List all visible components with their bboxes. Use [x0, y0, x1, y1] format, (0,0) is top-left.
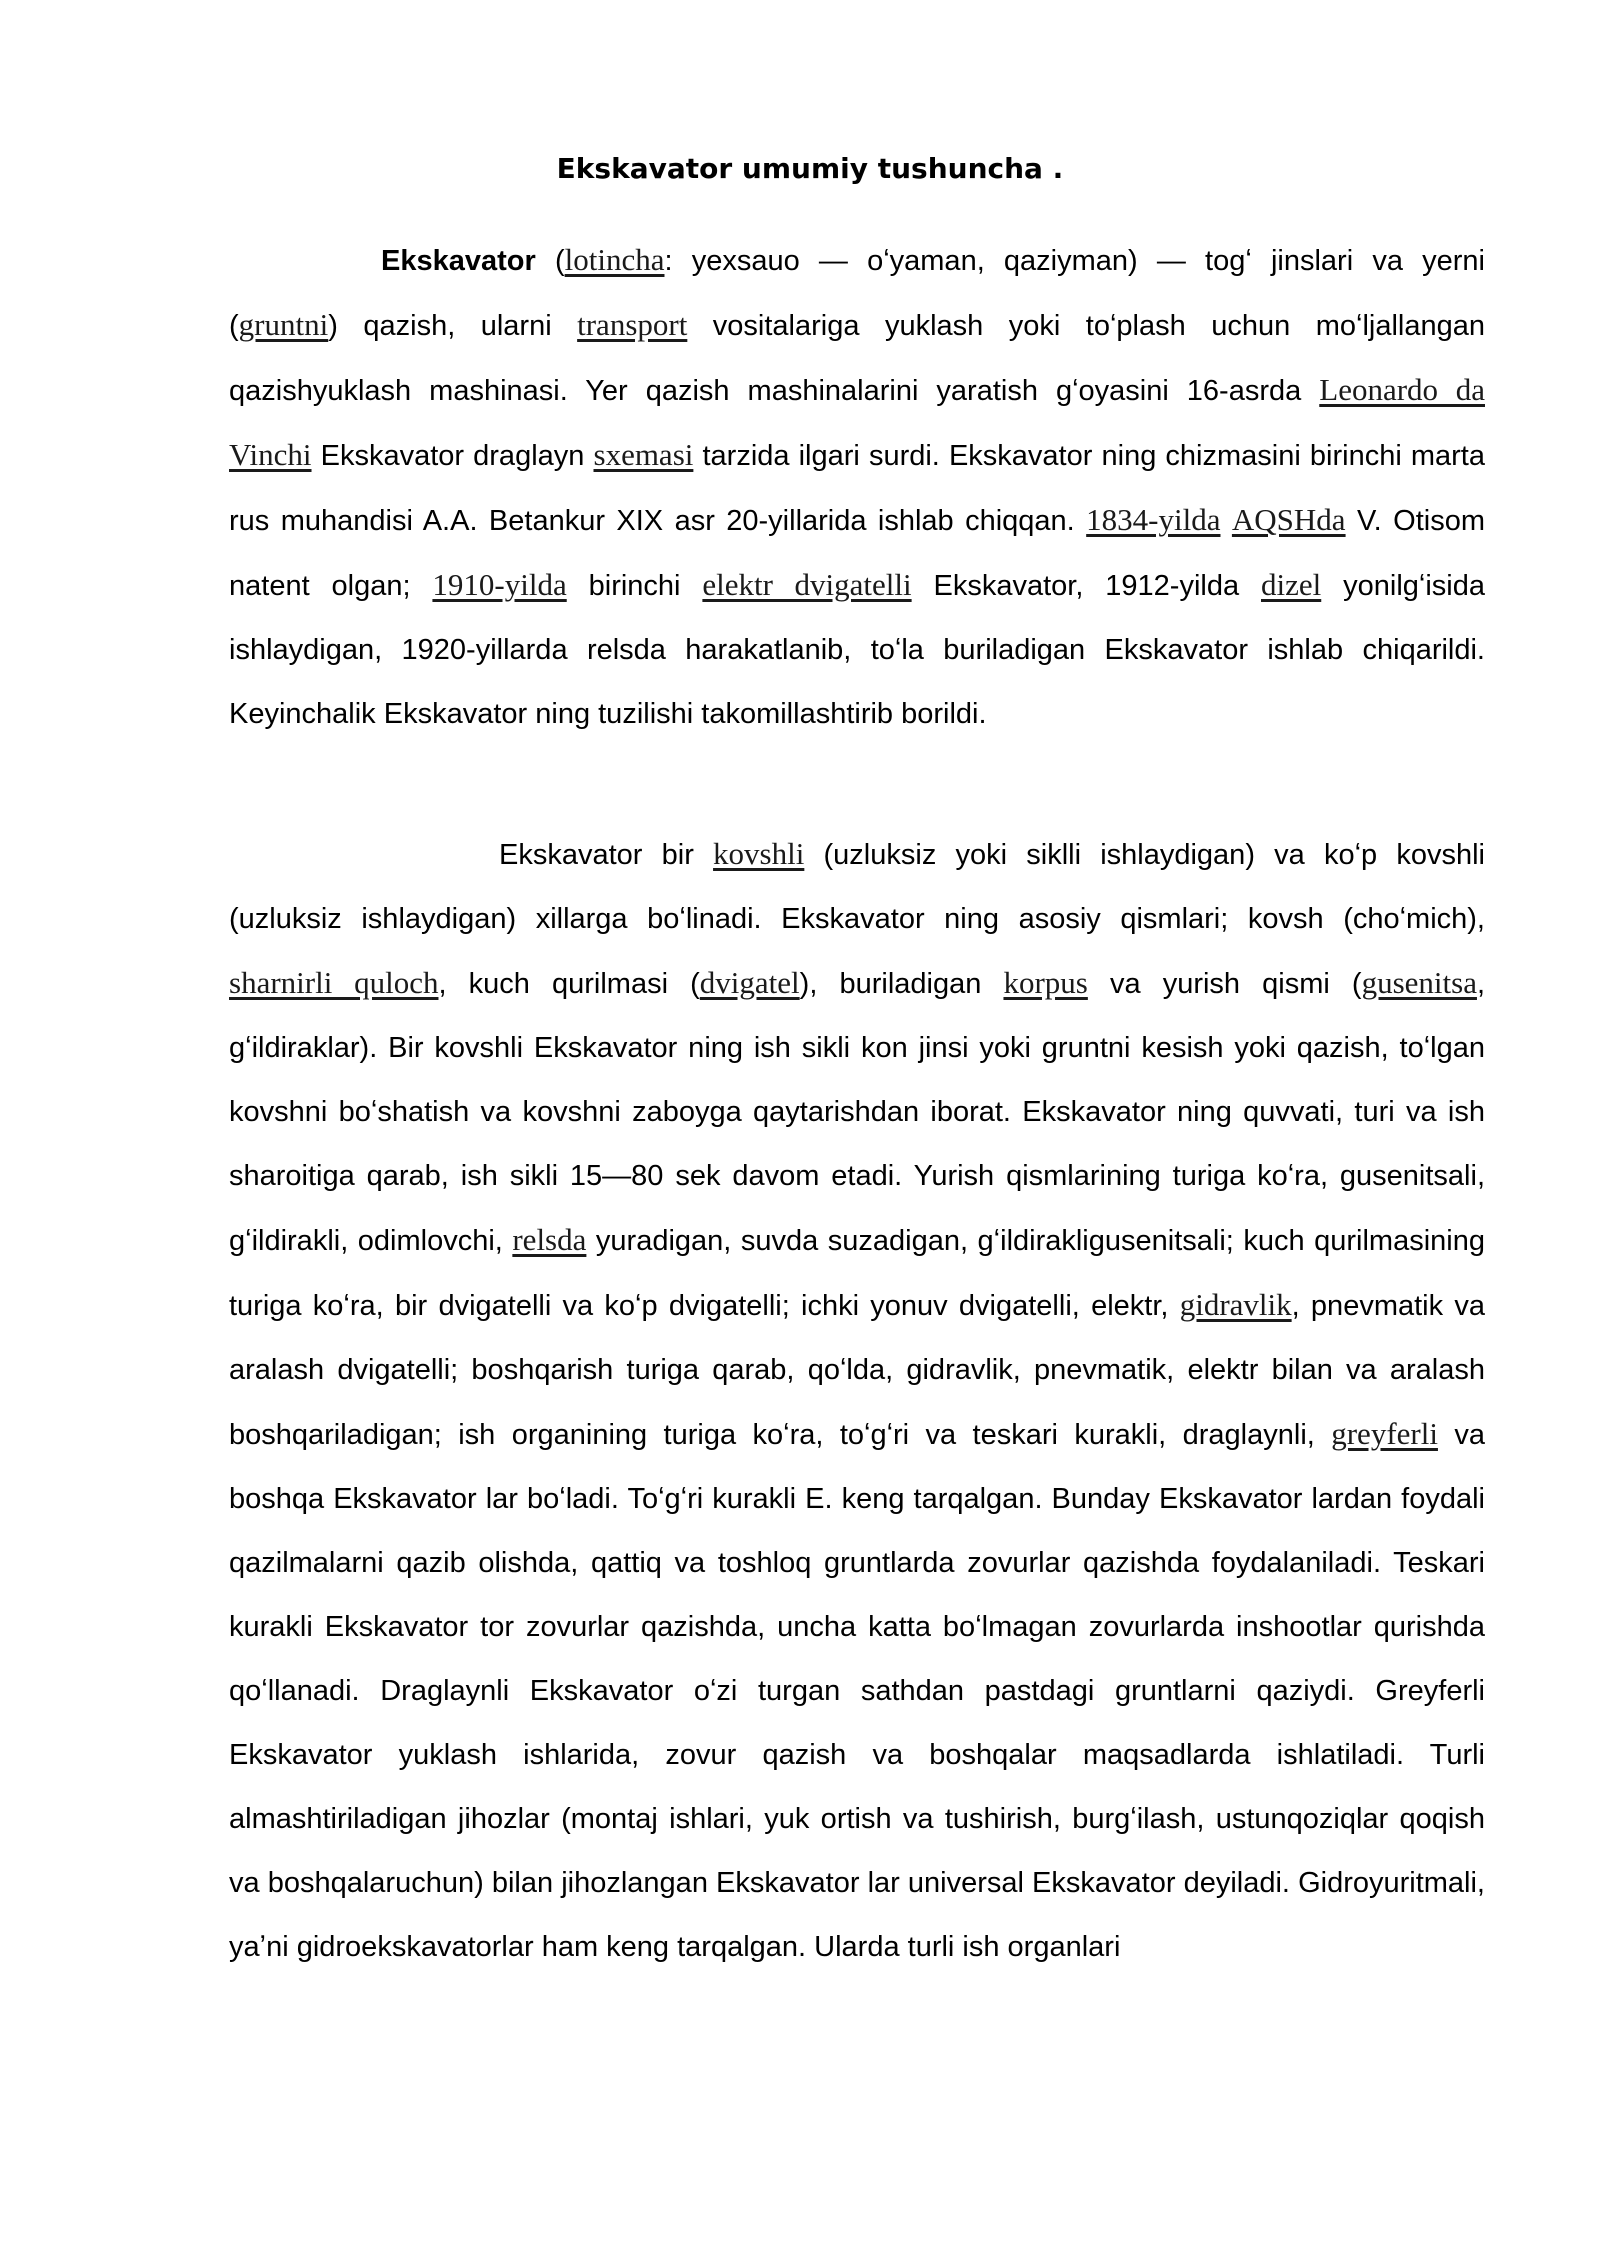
- text-run: ), buriladigan: [799, 968, 1004, 1000]
- text-run: va boshqa Ekskavator lar boʻladi. Toʻgʻri kurakli E. keng tarqalgan. Bunday Ekskavator lardan foydali qazilmalarni qazib olishda, qattiq va toshloq gruntlarda zovurlar qazishda foydalaniladi. Teskari kurakli Ekskavator tor zovurlar qazishda, uncha katta boʻlmagan zovurlarda inshootlar qurishda qoʻllanadi. Draglaynli Ekskavator oʻzi turgan sathdan pastdagi gruntlarni qaziydi. Greyferli Ekskavator yuklash ishlarida, zovur qazish va boshqalar maqsadlarda ishlatiladi. Turli almashtiriladigan jihozlar (montaj ishlari, yuk ortish va tushirish, burgʻilash, ustunqoziqlar qoqish va boshqalaruchun) bilan jihozlangan Ekskavator lar universal Ekskavator deyiladi. Gidroyuritmali, yaʼni gidroekskavatorlar ham keng tarqalgan. Ularda turli ish organlari: [229, 1419, 1485, 1963]
- link-gidravlik[interactable]: gidravlik: [1179, 1287, 1292, 1322]
- text-run: Ekskavator, 1912-yilda: [911, 570, 1261, 602]
- text-run: (uzluksiz yoki siklli ishlaydigan) va koʻp kovshli (uzluksiz ishlaydigan) xillarga boʻlinadi. Ekskavator ning asosiy qismlari; kovsh (choʻmich),: [229, 839, 1485, 935]
- text-run: : yexsauo — oʻyaman, qaziyman) — togʻ jinslari va yerni (: [229, 245, 1485, 342]
- link-1834-yilda[interactable]: 1834-yilda: [1086, 502, 1221, 537]
- text-run: Ekskavator draglayn: [311, 440, 594, 472]
- text-run: yonilgʻisida ishlaydigan, 1920-yillarda relsda harakatlanib, toʻla buriladigan Ekskavator ishlab chiqarildi. Keyinchalik Ekskavator ning tuzilishi takomillashtirib borildi.: [229, 570, 1485, 730]
- text-run: ) qazish, ularni: [328, 310, 578, 342]
- link-transport[interactable]: transport: [577, 307, 688, 342]
- text-run: va yurish qismi (: [1087, 968, 1362, 1000]
- link-dizel[interactable]: dizel: [1261, 567, 1322, 602]
- link-lotincha[interactable]: lotincha: [564, 242, 665, 277]
- link-elektr-dvigatelli[interactable]: elektr dvigatelli: [702, 567, 912, 602]
- link-gruntni[interactable]: gruntni: [238, 307, 329, 342]
- paragraph-intro: [229, 228, 1485, 746]
- document-title: Ekskavator umumiy tushuncha .: [556, 152, 1064, 185]
- link-gusenitsa[interactable]: gusenitsa: [1361, 965, 1477, 1000]
- link-greyferli[interactable]: greyferli: [1331, 1416, 1438, 1451]
- link-relsda[interactable]: relsda: [512, 1222, 587, 1257]
- text-run: , gʻildiraklar). Bir kovshli Ekskavator ning ish sikli kon jinsi yoki gruntni kesish yoki qazish, toʻlgan kovshni boʻshatish va kovshni zaboyga qaytarishdan iborat. Ekskavator ning quvvati, turi va ish sharoitiga qarab, ish sikli 15—80 sek davom etadi. Yurish qismlarining turiga koʻra, gusenitsali, gʻildirakli, odimlovchi,: [229, 968, 1486, 1257]
- paragraph-types: [229, 822, 1485, 1979]
- link-kovshli[interactable]: kovshli: [713, 836, 805, 871]
- text-run: vositalariga yuklash yoki toʻplash uchun moʻljallangan qazishyuklash mashinasi. Yer qazish mashinalarini yaratish gʻoyasini 16-asrda: [229, 310, 1485, 407]
- link-dvigatel[interactable]: dvigatel: [699, 965, 800, 1000]
- text-run: birinchi: [566, 570, 703, 602]
- link-aqshda[interactable]: AQSHda: [1231, 502, 1346, 537]
- link-korpus[interactable]: korpus: [1003, 965, 1088, 1000]
- text-run: [1220, 505, 1231, 537]
- text-run: (: [535, 245, 565, 277]
- text-run: , kuch qurilmasi (: [438, 968, 700, 1000]
- link-sxemasi[interactable]: sxemasi: [593, 437, 694, 472]
- link-1910-yilda[interactable]: 1910-yilda: [432, 567, 567, 602]
- link-sharnirli-quloch[interactable]: sharnirli quloch: [229, 965, 439, 1000]
- text-run: yuradigan, suvda suzadigan, gʻildirakligusenitsali; kuch qurilmasining turiga koʻra, bir dvigatelli va koʻp dvigatelli; ichki yonuv dvigatelli, elektr,: [229, 1225, 1485, 1322]
- text-run: , pnevmatik va aralash dvigatelli; boshqarish turiga qarab, qoʻlda, gidravlik, pnevmatik, elektr bilan va aralash boshqariladigan; ish organining turiga koʻra, toʻgʻri va teskari kurakli, draglaynli,: [229, 1290, 1485, 1451]
- link-leonardo-da-vinchi[interactable]: Leonardo da Vinchi: [229, 372, 1485, 472]
- text-run: tarzida ilgari surdi. Ekskavator ning chizmasini birinchi marta rus muhandisi A.A. Betankur XIX asr 20-yillarida ishlab chiqqan.: [229, 440, 1485, 537]
- text-run: V. Otisom natent olgan;: [229, 505, 1485, 602]
- text-run: Ekskavator bir: [499, 839, 714, 871]
- term-bold: Ekskavator: [381, 245, 536, 277]
